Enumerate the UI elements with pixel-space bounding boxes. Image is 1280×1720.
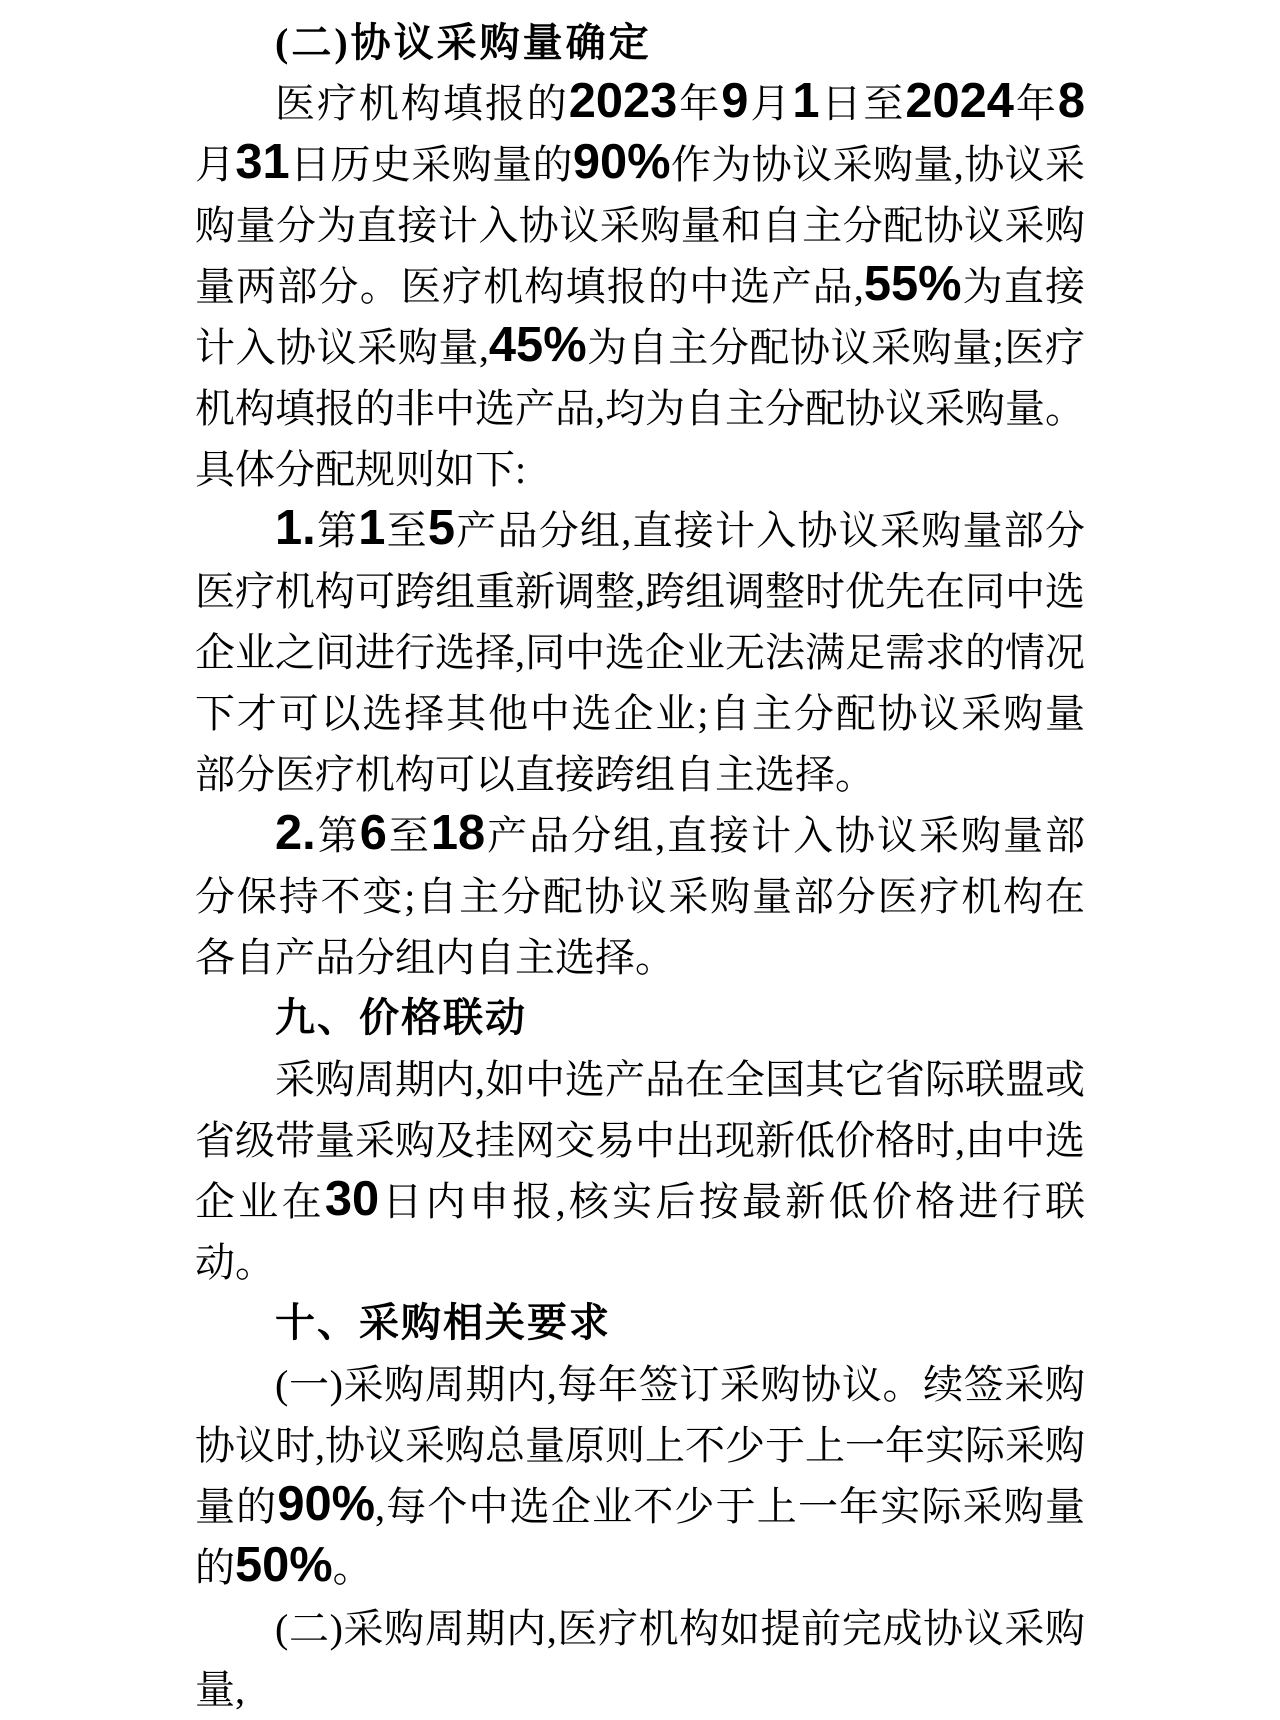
- numeric-text: 5: [427, 501, 456, 555]
- numeric-text: 8: [1057, 74, 1086, 128]
- numeric-text: 1: [358, 501, 386, 555]
- document-page: [195, 0, 1085, 1720]
- paragraph-price-linkage-rule: 采购周期内,如中选产品在全国其它省际联盟或省级带量采购及挂网交易中出现新低价格时,由中选企业在30日内申报,核实后按最新低价格进行联动。: [195, 1057, 1086, 1285]
- numeric-text: 90%: [277, 1477, 376, 1531]
- paragraph-requirement-annual-agreement: (一)采购周期内,每年签订采购协议。续签采购协议时,协议采购总量原则上不少于上一年实际采购量的90%,每个中选企业不少于上一年实际采购量的50%。: [195, 1362, 1086, 1592]
- numeric-text: 55%: [863, 257, 962, 311]
- numeric-text: 2.: [275, 806, 316, 860]
- numeric-text: 1: [792, 74, 820, 128]
- numeric-text: 45%: [488, 318, 587, 372]
- paragraph-rule-groups-1-to-5: 1.第1至5产品分组,直接计入协议采购量部分医疗机构可跨组重新调整,跨组调整时优先在同中选企业之间进行选择,同中选企业无法满足需求的情况下才可以选择其他中选企业;自主分配协议采购量部分医疗机构可以直接跨组自主选择。: [195, 501, 1086, 797]
- numeric-text: 6: [359, 806, 387, 860]
- paragraph-historical-volume-allocation: 医疗机构填报的2023年9月1日至2024年8月31日历史采购量的90%作为协议采购量,协议采购量分为直接计入协议采购量和自主分配协议采购量两部分。医疗机构填报的中选产品,55%为直接计入协议采购量,45%为自主分配协议采购量;医疗机构填报的非中选产品,均为自主分配协议采购量。具体分配规则如下:: [195, 74, 1086, 492]
- numeric-text: 1.: [275, 501, 316, 555]
- numeric-text: 2024: [905, 74, 1014, 128]
- numeric-text: 2023: [568, 74, 678, 128]
- numeric-text: 9: [721, 74, 749, 128]
- section-heading-procurement-requirements: 十、采购相关要求: [275, 1301, 611, 1345]
- section-subheading-agreement-volume: (二)协议采购量确定: [275, 20, 652, 65]
- paragraph-rule-groups-6-to-18: 2.第6至18产品分组,直接计入协议采购量部分保持不变;自主分配协议采购量部分医疗机构在各自产品分组内自主选择。: [195, 806, 1086, 980]
- numeric-text: 90%: [572, 135, 671, 189]
- numeric-text: 30: [324, 1172, 380, 1226]
- numeric-text: 50%: [235, 1538, 333, 1592]
- paragraph-requirement-early-completion: (二)采购周期内,医疗机构如提前完成协议采购量,: [195, 1606, 1085, 1712]
- section-heading-price-linkage: 九、价格联动: [275, 996, 527, 1040]
- numeric-text: 31: [235, 135, 290, 189]
- numeric-text: 18: [430, 806, 486, 860]
